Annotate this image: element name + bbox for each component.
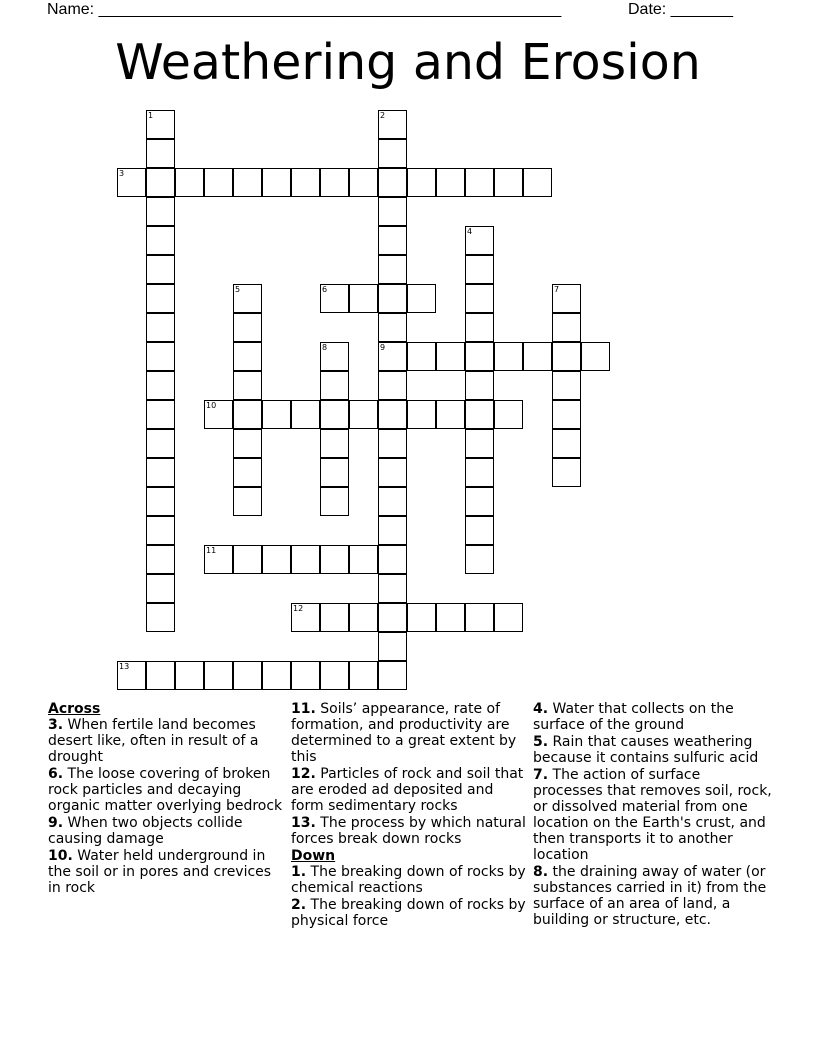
grid-cell[interactable]: [146, 400, 175, 429]
grid-cell[interactable]: [378, 574, 407, 603]
grid-cell[interactable]: [291, 168, 320, 197]
grid-cell[interactable]: [378, 400, 407, 429]
clue-number: 4: [467, 227, 473, 236]
page-title: Weathering and Erosion: [115, 34, 701, 91]
clue-item-text: The process by which natural forces break down rocks: [291, 815, 526, 847]
grid-cell[interactable]: [378, 371, 407, 400]
grid-cell[interactable]: [262, 400, 291, 429]
grid-cell[interactable]: [146, 545, 175, 574]
down-heading: Down: [291, 848, 336, 864]
grid-cell[interactable]: [552, 313, 581, 342]
grid-cell[interactable]: [378, 661, 407, 690]
grid-cell[interactable]: [465, 168, 494, 197]
grid-cell[interactable]: [233, 429, 262, 458]
grid-cell[interactable]: [146, 371, 175, 400]
clue-item-text: Soils’ appearance, rate of formation, and productivity are determined to a great extent by this: [291, 701, 517, 765]
grid-cell[interactable]: [523, 168, 552, 197]
grid-cell[interactable]: [407, 284, 436, 313]
grid-cell[interactable]: [378, 226, 407, 255]
grid-cell[interactable]: [378, 603, 407, 632]
clue-item-number: 13.: [291, 815, 316, 831]
clue-item-text: When fertile land becomes desert like, often in result of a drought: [48, 717, 259, 765]
grid-cell[interactable]: [146, 255, 175, 284]
clue-item: [291, 864, 527, 896]
grid-cell[interactable]: [349, 400, 378, 429]
grid-cell[interactable]: [494, 400, 523, 429]
clue-item: [291, 701, 527, 765]
clue-number: 3: [119, 169, 125, 178]
grid-cell[interactable]: [175, 661, 204, 690]
clue-item-number: 12.: [291, 766, 316, 782]
grid-cell[interactable]: [291, 603, 320, 632]
clue-item-number: 6.: [48, 766, 64, 782]
grid-cell[interactable]: [349, 661, 378, 690]
grid-cell[interactable]: [320, 371, 349, 400]
grid-cell[interactable]: [465, 458, 494, 487]
grid-cell[interactable]: [233, 342, 262, 371]
grid-cell[interactable]: [407, 168, 436, 197]
clue-item: [48, 766, 284, 814]
grid-cell[interactable]: [378, 313, 407, 342]
grid-cell[interactable]: [552, 342, 581, 371]
clue-number: 11: [206, 546, 217, 555]
grid-cell[interactable]: [320, 400, 349, 429]
grid-cell[interactable]: [146, 342, 175, 371]
grid-cell[interactable]: [407, 400, 436, 429]
grid-cell[interactable]: [262, 168, 291, 197]
clue-number: 9: [380, 343, 386, 352]
grid-cell[interactable]: [320, 168, 349, 197]
grid-cell[interactable]: [320, 429, 349, 458]
clue-item-number: 9.: [48, 815, 64, 831]
clue-item: [291, 766, 527, 814]
grid-cell[interactable]: [233, 661, 262, 690]
clue-item-text: The breaking down of rocks by chemical reactions: [291, 864, 526, 896]
clue-item: [48, 717, 284, 765]
grid-cell[interactable]: [233, 545, 262, 574]
grid-cell[interactable]: [378, 110, 407, 139]
clue-item-text: The breaking down of rocks by physical force: [291, 897, 526, 929]
grid-cell[interactable]: [320, 603, 349, 632]
clue-item-number: 11.: [291, 701, 316, 717]
clue-item-number: 4.: [533, 701, 549, 717]
grid-cell[interactable]: [291, 545, 320, 574]
grid-cell[interactable]: [291, 661, 320, 690]
clue-number: 8: [322, 343, 328, 352]
grid-cell[interactable]: [465, 516, 494, 545]
grid-cell[interactable]: [378, 458, 407, 487]
grid-cell[interactable]: [146, 139, 175, 168]
grid-cell[interactable]: [465, 313, 494, 342]
grid-cell[interactable]: [204, 545, 233, 574]
grid-cell[interactable]: [320, 458, 349, 487]
grid-cell[interactable]: [378, 342, 407, 371]
name-field: Name: ____________________________________________________: [47, 1, 562, 18]
grid-cell[interactable]: [146, 574, 175, 603]
clue-item: [533, 864, 773, 928]
grid-cell[interactable]: [552, 458, 581, 487]
grid-cell[interactable]: [378, 139, 407, 168]
grid-cell[interactable]: [204, 661, 233, 690]
grid-cell[interactable]: [233, 458, 262, 487]
clue-item-text: Water held underground in the soil or in pores and crevices in rock: [48, 848, 272, 896]
grid-cell[interactable]: [320, 661, 349, 690]
grid-cell[interactable]: [204, 400, 233, 429]
grid-cell[interactable]: [436, 168, 465, 197]
clue-column-1: [48, 701, 284, 897]
grid-cell[interactable]: [146, 197, 175, 226]
grid-cell[interactable]: [146, 313, 175, 342]
clue-number: 13: [119, 662, 130, 671]
grid-cell[interactable]: [146, 110, 175, 139]
grid-cell[interactable]: [146, 429, 175, 458]
clue-item-text: The action of surface processes that removes soil, rock, or dissolved material from one location on the Earth's crust, and then transports it to another location: [533, 767, 772, 863]
grid-cell[interactable]: [378, 197, 407, 226]
grid-cell[interactable]: [378, 168, 407, 197]
grid-cell[interactable]: [146, 661, 175, 690]
grid-cell[interactable]: [262, 661, 291, 690]
grid-cell[interactable]: [146, 168, 175, 197]
clue-item-number: 8.: [533, 864, 549, 880]
grid-cell[interactable]: [117, 661, 146, 690]
grid-cell[interactable]: [175, 168, 204, 197]
clue-column-2: [291, 701, 527, 930]
grid-cell[interactable]: [407, 342, 436, 371]
grid-cell[interactable]: [552, 371, 581, 400]
grid-cell[interactable]: [465, 284, 494, 313]
grid-cell[interactable]: [117, 168, 146, 197]
clue-item-text: Particles of rock and soil that are eroded ad deposited and form sedimentary rocks: [291, 766, 524, 814]
grid-cell[interactable]: [349, 603, 378, 632]
grid-cell[interactable]: [494, 603, 523, 632]
grid-cell[interactable]: [320, 487, 349, 516]
grid-cell[interactable]: [320, 284, 349, 313]
grid-cell[interactable]: [146, 284, 175, 313]
clue-number: 2: [380, 111, 386, 120]
grid-cell[interactable]: [320, 545, 349, 574]
grid-cell[interactable]: [349, 545, 378, 574]
clue-number: 5: [235, 285, 241, 294]
clue-item-text: Water that collects on the surface of the ground: [533, 701, 734, 733]
grid-cell[interactable]: [378, 632, 407, 661]
grid-cell[interactable]: [146, 226, 175, 255]
grid-cell[interactable]: [465, 371, 494, 400]
grid-cell[interactable]: [465, 255, 494, 284]
grid-cell[interactable]: [465, 545, 494, 574]
clue-item-text: When two objects collide causing damage: [48, 815, 243, 847]
grid-cell[interactable]: [291, 400, 320, 429]
grid-cell[interactable]: [233, 168, 262, 197]
grid-cell[interactable]: [436, 400, 465, 429]
grid-cell[interactable]: [436, 342, 465, 371]
grid-cell[interactable]: [465, 342, 494, 371]
clue-item-number: 1.: [291, 864, 307, 880]
grid-cell[interactable]: [262, 545, 291, 574]
grid-cell[interactable]: [233, 487, 262, 516]
grid-cell[interactable]: [233, 371, 262, 400]
clue-item: [48, 815, 284, 847]
grid-cell[interactable]: [146, 603, 175, 632]
grid-cell[interactable]: [146, 487, 175, 516]
clue-item-number: 2.: [291, 897, 307, 913]
grid-cell[interactable]: [146, 458, 175, 487]
grid-cell[interactable]: [204, 168, 233, 197]
clue-item-number: 5.: [533, 734, 549, 750]
grid-cell[interactable]: [378, 545, 407, 574]
date-field: Date: _______: [628, 1, 733, 18]
grid-cell[interactable]: [494, 342, 523, 371]
clue-item: [291, 897, 527, 929]
across-heading: Across: [48, 701, 101, 717]
grid-cell[interactable]: [233, 313, 262, 342]
grid-cell[interactable]: [407, 603, 436, 632]
grid-cell[interactable]: [349, 168, 378, 197]
clue-item: [533, 734, 773, 766]
clue-item-number: 3.: [48, 717, 64, 733]
clue-item: [291, 815, 527, 847]
grid-cell[interactable]: [552, 429, 581, 458]
clue-item: [533, 767, 773, 863]
clue-number: 12: [293, 604, 304, 613]
grid-cell[interactable]: [378, 255, 407, 284]
clue-item-text: the draining away of water (or substances carried in it) from the surface of an area of land, a building or structure, etc.: [533, 864, 767, 928]
clue-number: 1: [148, 111, 154, 120]
clue-number: 10: [206, 401, 217, 410]
grid-cell[interactable]: [378, 284, 407, 313]
grid-cell[interactable]: [233, 284, 262, 313]
grid-cell[interactable]: [465, 487, 494, 516]
clue-item: [48, 848, 284, 896]
grid-cell[interactable]: [465, 400, 494, 429]
grid-cell[interactable]: [465, 226, 494, 255]
grid-cell[interactable]: [552, 400, 581, 429]
grid-cell[interactable]: [523, 342, 552, 371]
grid-cell[interactable]: [581, 342, 610, 371]
clue-item-text: The loose covering of broken rock particles and decaying organic matter overlying bedrock: [48, 766, 283, 814]
clue-item-text: Rain that causes weathering because it contains sulfuric acid: [533, 734, 759, 766]
grid-cell[interactable]: [146, 516, 175, 545]
grid-cell[interactable]: [494, 168, 523, 197]
clue-item: [533, 701, 773, 733]
clue-number: 6: [322, 285, 328, 294]
grid-cell[interactable]: [349, 284, 378, 313]
clue-item-number: 10.: [48, 848, 73, 864]
grid-cell[interactable]: [465, 603, 494, 632]
grid-cell[interactable]: [320, 342, 349, 371]
clue-column-3: [533, 701, 773, 929]
clue-item-number: 7.: [533, 767, 549, 783]
grid-cell[interactable]: [552, 284, 581, 313]
grid-cell[interactable]: [378, 516, 407, 545]
clue-number: 7: [554, 285, 560, 294]
grid-cell[interactable]: [378, 429, 407, 458]
grid-cell[interactable]: [465, 429, 494, 458]
grid-cell[interactable]: [436, 603, 465, 632]
grid-cell[interactable]: [378, 487, 407, 516]
grid-cell[interactable]: [233, 400, 262, 429]
